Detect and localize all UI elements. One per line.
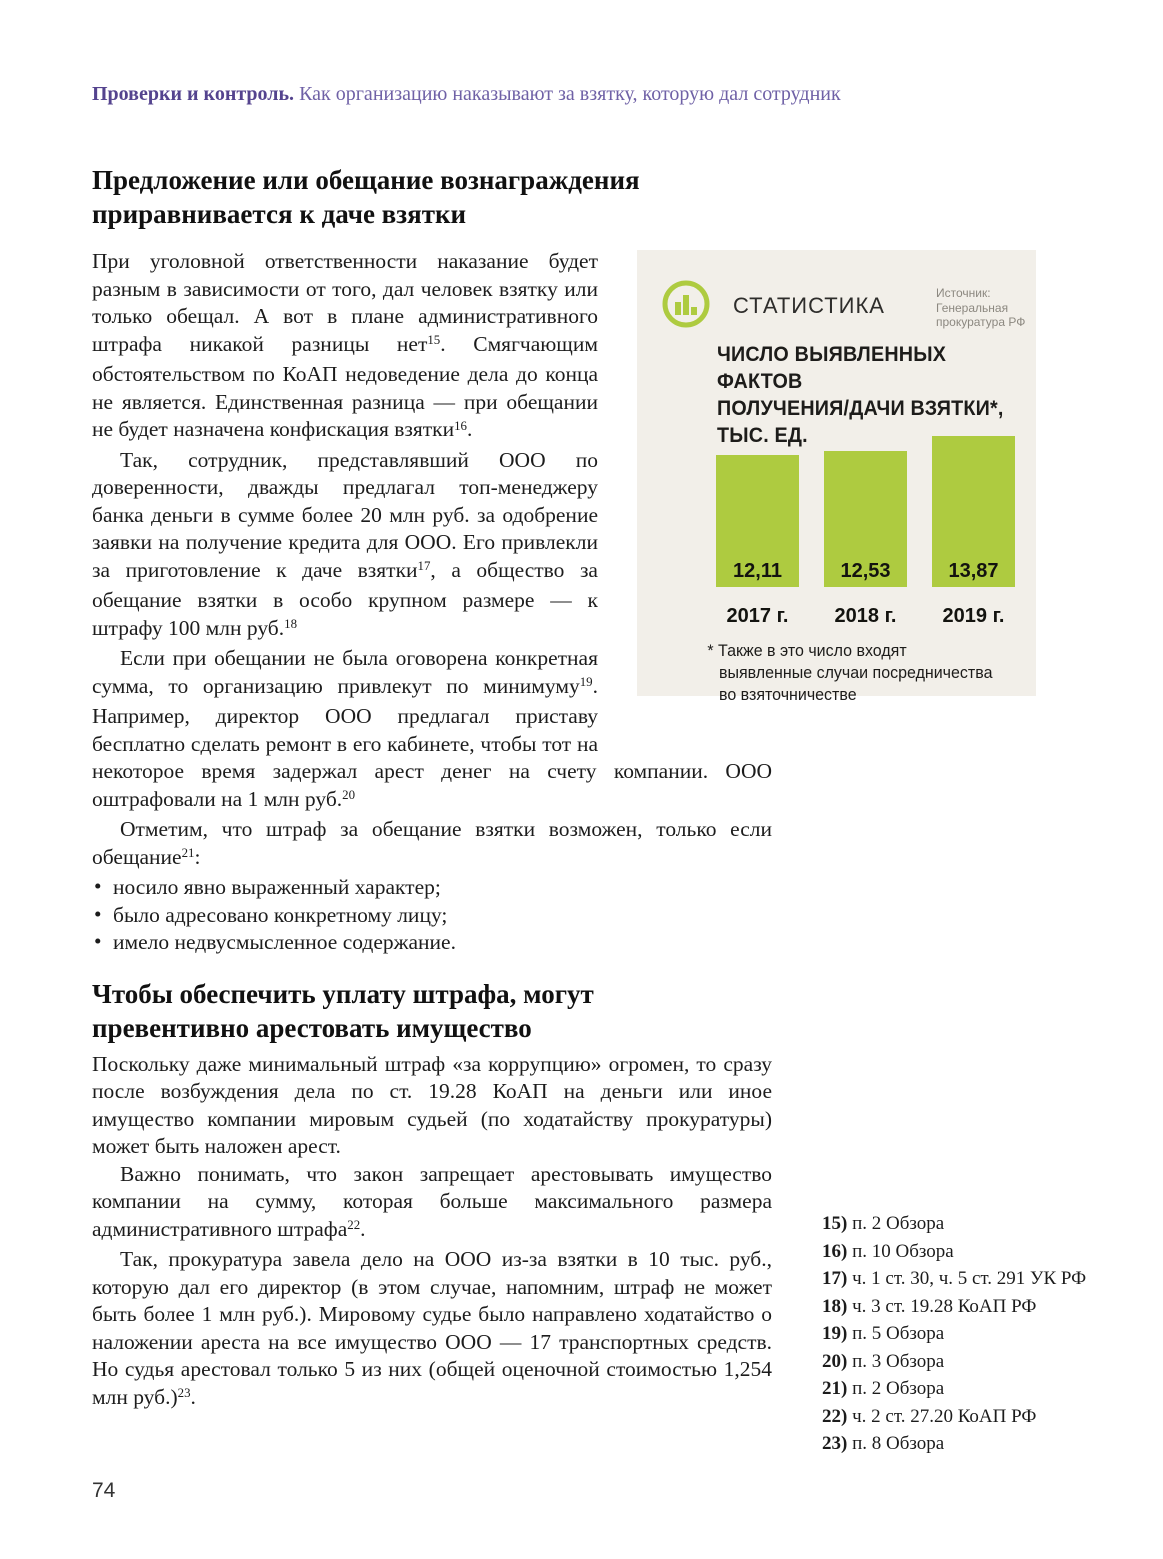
paragraph <box>92 1161 772 1247</box>
text-segment: : <box>194 844 201 869</box>
text-segment: . Смягчающим обстоятельством по КоАП недоведение дела до конца не является. Единственная разница — при обещании не будет назначена конфискация взятки <box>92 331 598 441</box>
text-segment: Так, прокуратура завела дело на ООО из-за взятки в 10 тыс. руб., которую дал его директор (в этом случае, напомним, штраф не может быть более 1 млн руб.). Мировому судье было направлено ходатайство о наложении ареста на все имущество ООО — 17 транспортных средств. Но судья арестовал только 5 из них (общей оценочной стоимостью 1,254 млн руб.) <box>92 1247 772 1409</box>
text-segment: Важно понимать, что закон запрещает арестовывать имущество компании на сумму, которая больше максимального размера административного штрафа <box>92 1161 772 1241</box>
page-number: 74 <box>92 1479 116 1502</box>
running-head-subtitle: Как организацию наказывают за взятку, которую дал сотрудник <box>294 83 841 105</box>
paragraph <box>92 816 772 874</box>
text-segment: Поскольку даже минимальный штраф «за коррупцию» огромен, то сразу после возбуждения дела по ст. 19.28 КоАП на деньги или иное имущество компании мировым судьей (по ходатайству прокуратуры) может быть наложен арест. <box>92 1051 772 1158</box>
section-heading <box>92 977 772 1045</box>
chart-title-line-1: ЧИСЛО ВЫЯВЛЕННЫХ ФАКТОВ <box>717 343 947 393</box>
footnote-item <box>822 1403 1086 1431</box>
footnote-item <box>822 1293 1086 1321</box>
text-segment: При уголовной ответственности наказание будет разным в зависимости от того, дал человек взятку или только обещал. А вот в плане административного штрафа никакой разницы нет <box>92 249 598 356</box>
bullet-marker: • <box>94 901 102 926</box>
text-segment: Так, сотрудник, представлявший ООО по доверенности, дважды предлагал топ-менеджеру банка деньги в сумме более 20 млн руб. за одобрение заявки на получение кредита для ООО. Его привлекли за приготовление к даче взятки <box>92 447 598 582</box>
text-segment: . Например, директор ООО предлагал приставу бесплатно сделать ремонт в его кабинете, чтобы тот на некоторое время задержал арест денег на счету компании. ООО оштрафовали на 1 млн руб. <box>92 673 772 811</box>
footnote-reference: 23 <box>177 1386 191 1401</box>
footnote-number: 18) <box>822 1295 853 1317</box>
bullet-item <box>92 874 772 902</box>
footnote-reference: 19 <box>579 675 593 690</box>
chart-category-label: 2018 г. <box>834 605 897 627</box>
text-segment: носило явно выраженный характер; <box>113 875 441 899</box>
footnote-item <box>822 1375 1086 1403</box>
footnote-reference: 17 <box>417 559 431 574</box>
bullet-marker: • <box>94 929 102 953</box>
statistics-box <box>637 250 1036 704</box>
footnote-item <box>822 1430 1086 1458</box>
chart-bar-value: 13,87 <box>948 560 999 582</box>
chart-bars <box>637 250 1036 696</box>
article-heading-line-2: приравнивается к даче взятки <box>92 199 467 229</box>
article-heading <box>92 163 640 231</box>
footnote-text: п. 8 Обзора <box>852 1433 945 1454</box>
footnote-list <box>822 1210 1086 1458</box>
footnote-text: ч. 1 ст. 30, ч. 5 ст. 291 УК РФ <box>852 1268 1087 1289</box>
footnote-reference: 22 <box>347 1218 361 1233</box>
footnote-number: 15) <box>822 1213 853 1234</box>
footnote-text: п. 2 Обзора <box>852 1213 945 1234</box>
paragraph <box>92 1246 772 1414</box>
footnote-number: 19) <box>822 1323 853 1344</box>
chart-bar-value: 12,53 <box>840 560 891 582</box>
text-segment: . <box>360 1216 366 1241</box>
footnote-reference: 15 <box>427 333 441 348</box>
bullet-item <box>92 902 772 930</box>
text-segment: Если при обещании не была оговорена конкретная сумма, то организацию привлекут по минимуму <box>92 646 598 698</box>
paragraph <box>92 1051 772 1161</box>
footnote-text: ч. 3 ст. 19.28 КоАП РФ <box>852 1295 1037 1317</box>
article-heading-line-1: Предложение или обещание вознаграждения <box>92 165 640 195</box>
chart-title-line-3: ТЫС. ЕД. <box>717 424 808 447</box>
footnote-text: п. 10 Обзора <box>852 1240 954 1262</box>
text-segment: Отметим, что штраф за обещание взятки возможен, только если обещание <box>92 817 772 869</box>
footnote-number: 16) <box>822 1240 853 1262</box>
footnote-item <box>822 1320 1086 1348</box>
footnote-number: 23) <box>822 1433 853 1454</box>
chart-footnote: * Также в это число входят выявленные случаи посредничества во взяточничестве <box>707 642 993 704</box>
chart-source-line-3: прокуратура РФ <box>936 315 1026 329</box>
footnote-number: 20) <box>822 1350 853 1372</box>
bullet-item <box>92 929 772 957</box>
section-heading-line: Чтобы обеспечить уплату штрафа, могут <box>92 978 594 1009</box>
running-head <box>92 82 841 106</box>
chart-category-label: 2017 г. <box>726 605 789 627</box>
chart-source-line-1: Источник: <box>936 286 991 300</box>
chart-category-label: 2019 г. <box>942 605 1005 627</box>
footnote-item <box>822 1238 1086 1266</box>
chart-bar-value: 12,11 <box>733 560 782 582</box>
footnote-text: п. 3 Обзора <box>852 1350 945 1372</box>
footnote-reference: 21 <box>181 846 195 861</box>
text-segment: . <box>190 1384 196 1409</box>
text-segment: . <box>467 417 473 441</box>
footnote-item <box>822 1348 1086 1376</box>
section-heading-line: превентивно арестовать имущество <box>92 1012 532 1043</box>
text-segment: было адресовано конкретному лицу; <box>113 902 448 927</box>
text-segment: имело недвусмысленное содержание. <box>113 930 456 954</box>
footnote-reference: 16 <box>454 418 467 433</box>
footnote-number: 21) <box>822 1378 853 1399</box>
footnote-item <box>822 1210 1086 1238</box>
footnote-reference: 20 <box>342 788 356 803</box>
running-head-section: Проверки и контроль. <box>92 83 295 105</box>
chart-title-line-2: ПОЛУЧЕНИЯ/ДАЧИ ВЗЯТКИ*, <box>717 397 1004 420</box>
bullet-marker: • <box>94 874 102 898</box>
chart-source-line-2: Генеральная <box>936 300 1009 315</box>
footnote-reference: 18 <box>284 617 298 632</box>
footnote-number: 17) <box>822 1268 853 1289</box>
footnote-text: п. 5 Обзора <box>852 1323 945 1344</box>
footnote-item <box>822 1265 1086 1293</box>
statistics-label: СТАТИСТИКА <box>733 293 885 318</box>
footnote-number: 22) <box>822 1405 853 1427</box>
text-segment: , а общество за обещание взятки в особо крупном размере — к штрафу 100 млн руб. <box>92 557 598 640</box>
footnote-text: п. 2 Обзора <box>852 1378 945 1399</box>
footnote-text: ч. 2 ст. 27.20 КоАП РФ <box>852 1405 1037 1427</box>
